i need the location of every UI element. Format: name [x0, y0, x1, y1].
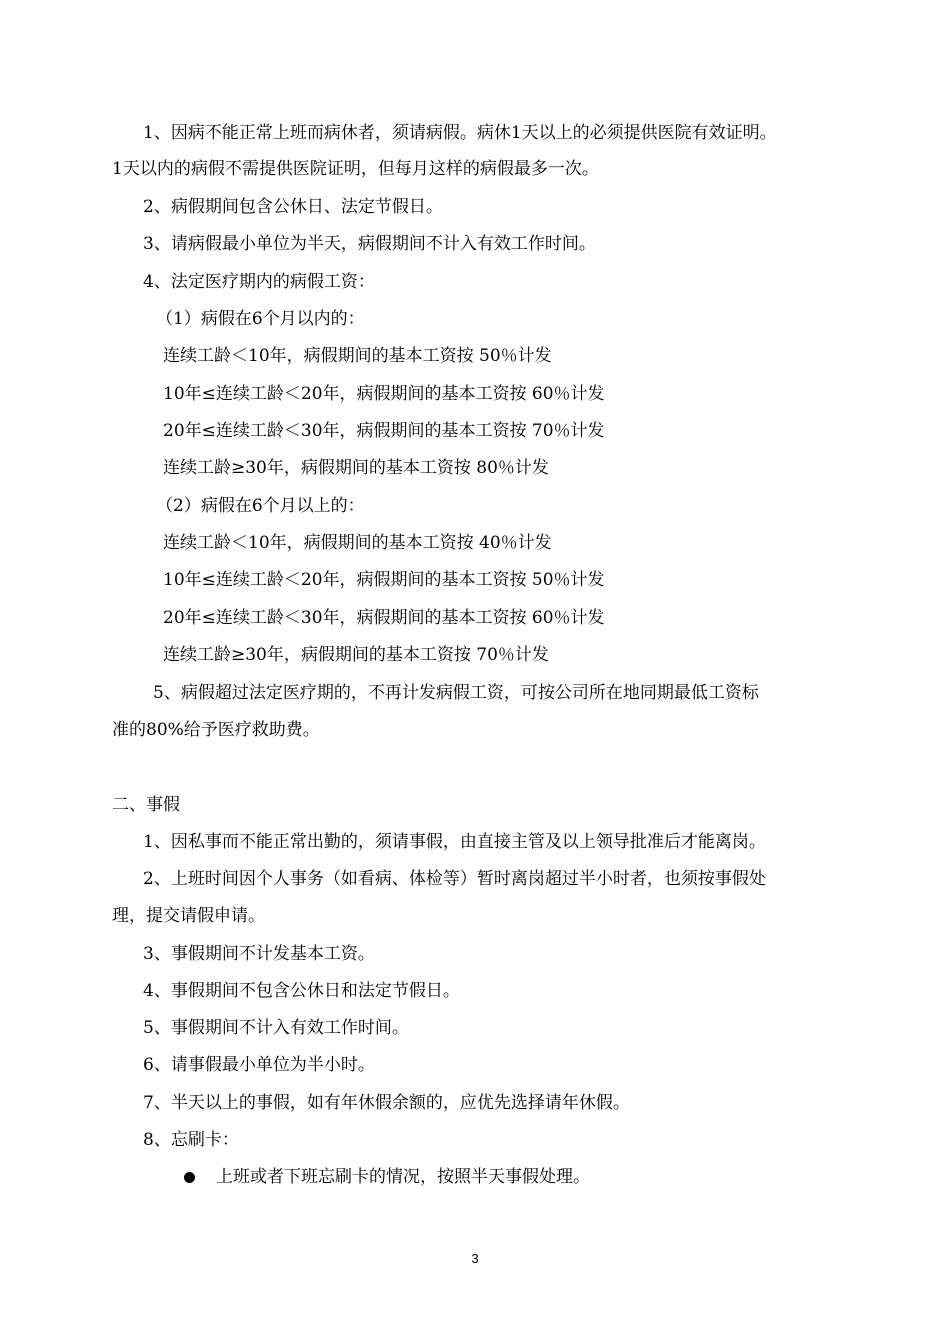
page-number: 3 [471, 1251, 479, 1266]
personal-leave-item-5: 5、事假期间不计入有效工作时间。 [143, 1018, 409, 1038]
within-6-months-heading: （1）病假在6个月以内的： [156, 309, 365, 329]
over-6-months-rule: 20年≤连续工龄＜30年，病假期间的基本工资按 60％计发 [163, 608, 605, 628]
forgot-card-bullet-text: 上班或者下班忘刷卡的情况，按照半天事假处理。 [216, 1167, 590, 1187]
within-6-months-rule: 连续工龄＜10年，病假期间的基本工资按 50％计发 [163, 346, 552, 366]
within-6-months-rule: 10年≤连续工龄＜20年，病假期间的基本工资按 60％计发 [163, 384, 605, 404]
sick-leave-item-1-line-2: 1天以内的病假不需提供医院证明，但每月这样的病假最多一次。 [112, 159, 599, 179]
over-6-months-rule: 10年≤连续工龄＜20年，病假期间的基本工资按 50％计发 [163, 570, 605, 590]
within-6-months-rule: 20年≤连续工龄＜30年，病假期间的基本工资按 70％计发 [163, 421, 605, 441]
personal-leave-item-8: 8、忘刷卡： [143, 1130, 239, 1150]
sick-leave-item-3: 3、请病假最小单位为半天，病假期间不计入有效工作时间。 [143, 234, 596, 254]
personal-leave-item-4: 4、事假期间不包含公休日和法定节假日。 [143, 981, 460, 1001]
personal-leave-item-2-line-1: 2、上班时间因个人事务（如看病、体检等）暂时离岗超过半小时者，也须按事假处 [143, 869, 766, 889]
personal-leave-item-3: 3、事假期间不计发基本工资。 [143, 944, 375, 964]
sick-leave-item-1-line-1: 1、因病不能正常上班而病休者，须请病假。病休1天以上的必须提供医院有效证明。 [143, 123, 777, 143]
personal-leave-item-2-line-2: 理，提交请假申请。 [112, 906, 265, 926]
personal-leave-item-7: 7、半天以上的事假，如有年休假余额的，应优先选择请年休假。 [143, 1093, 630, 1113]
sick-leave-item-5-line-2: 准的80%给予医疗救助费。 [112, 720, 320, 740]
personal-leave-heading: 二、事假 [112, 795, 180, 815]
sick-leave-item-5-line-1: 5、病假超过法定医疗期的，不再计发病假工资，可按公司所在地同期最低工资标 [153, 683, 759, 703]
sick-leave-item-4: 4、法定医疗期内的病假工资： [143, 272, 375, 292]
within-6-months-rule: 连续工龄≥30年，病假期间的基本工资按 80％计发 [163, 458, 549, 478]
over-6-months-rule: 连续工龄≥30年，病假期间的基本工资按 70％计发 [163, 645, 549, 665]
bullet-dot-icon [184, 1172, 195, 1183]
sick-leave-item-2: 2、病假期间包含公休日、法定节假日。 [143, 197, 443, 217]
personal-leave-item-1: 1、因私事而不能正常出勤的，须请事假，由直接主管及以上领导批准后才能离岗。 [143, 832, 766, 852]
personal-leave-item-6: 6、请事假最小单位为半小时。 [143, 1055, 375, 1075]
over-6-months-rule: 连续工龄＜10年，病假期间的基本工资按 40％计发 [163, 533, 552, 553]
over-6-months-heading: （2）病假在6个月以上的： [156, 496, 365, 516]
